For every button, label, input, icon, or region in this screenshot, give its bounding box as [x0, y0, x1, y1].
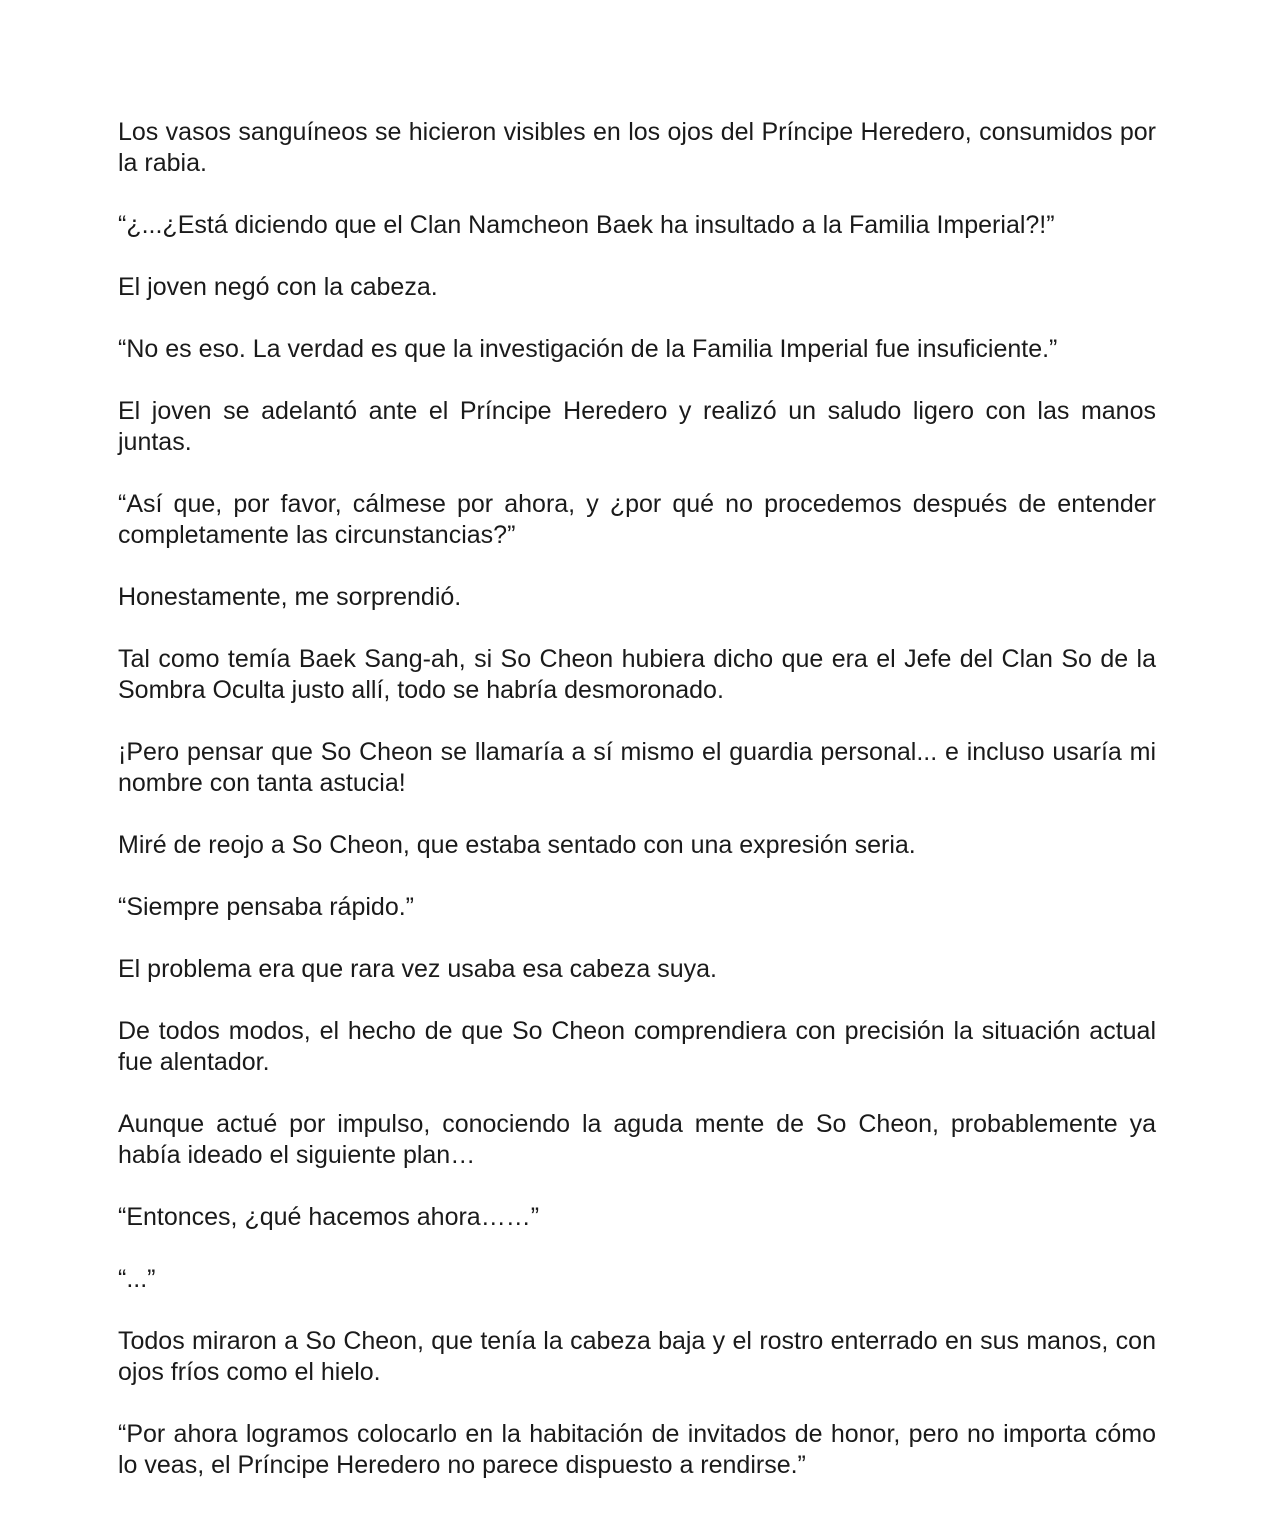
paragraph: Tal como temía Baek Sang-ah, si So Cheon hubiera dicho que era el Jefe del Clan So de la Sombra Oculta justo allí, todo se habría desmoronado.: [118, 645, 1156, 704]
paragraph: El problema era que rara vez usaba esa cabeza suya.: [118, 955, 717, 983]
paragraph: “No es eso. La verdad es que la investigación de la Familia Imperial fue insuficiente.”: [118, 335, 1058, 363]
document-page: [118, 117, 1156, 1512]
paragraph: El joven se adelantó ante el Príncipe Heredero y realizó un saludo ligero con las manos juntas.: [118, 397, 1156, 456]
paragraph: Aunque actué por impulso, conociendo la aguda mente de So Cheon, probablemente ya había ideado el siguiente plan…: [118, 1110, 1156, 1169]
paragraph: “Siempre pensaba rápido.”: [118, 893, 414, 921]
paragraph: Honestamente, me sorprendió.: [118, 583, 462, 611]
paragraph: Los vasos sanguíneos se hicieron visibles en los ojos del Príncipe Heredero, consumidos por la rabia.: [118, 118, 1156, 177]
paragraph: “Entonces, ¿qué hacemos ahora……”: [118, 1203, 540, 1231]
paragraph: “Así que, por favor, cálmese por ahora, y ¿por qué no procedemos después de entender completamente las circunstancias?”: [118, 490, 1156, 549]
paragraph: “¿...¿Está diciendo que el Clan Namcheon Baek ha insultado a la Familia Imperial?!”: [118, 211, 1055, 239]
paragraph: El joven negó con la cabeza.: [118, 273, 438, 301]
paragraph: Miré de reojo a So Cheon, que estaba sentado con una expresión seria.: [118, 831, 916, 859]
paragraph: Todos miraron a So Cheon, que tenía la cabeza baja y el rostro enterrado en sus manos, con ojos fríos como el hielo.: [118, 1327, 1156, 1386]
paragraph: De todos modos, el hecho de que So Cheon comprendiera con precisión la situación actual fue alentador.: [118, 1017, 1156, 1076]
paragraph: ¡Pero pensar que So Cheon se llamaría a sí mismo el guardia personal... e incluso usaría mi nombre con tanta astucia!: [118, 738, 1156, 797]
paragraph: “...”: [118, 1265, 156, 1293]
paragraph: “Por ahora logramos colocarlo en la habitación de invitados de honor, pero no importa cómo lo veas, el Príncipe Heredero no parece dispuesto a rendirse.”: [118, 1420, 1156, 1479]
